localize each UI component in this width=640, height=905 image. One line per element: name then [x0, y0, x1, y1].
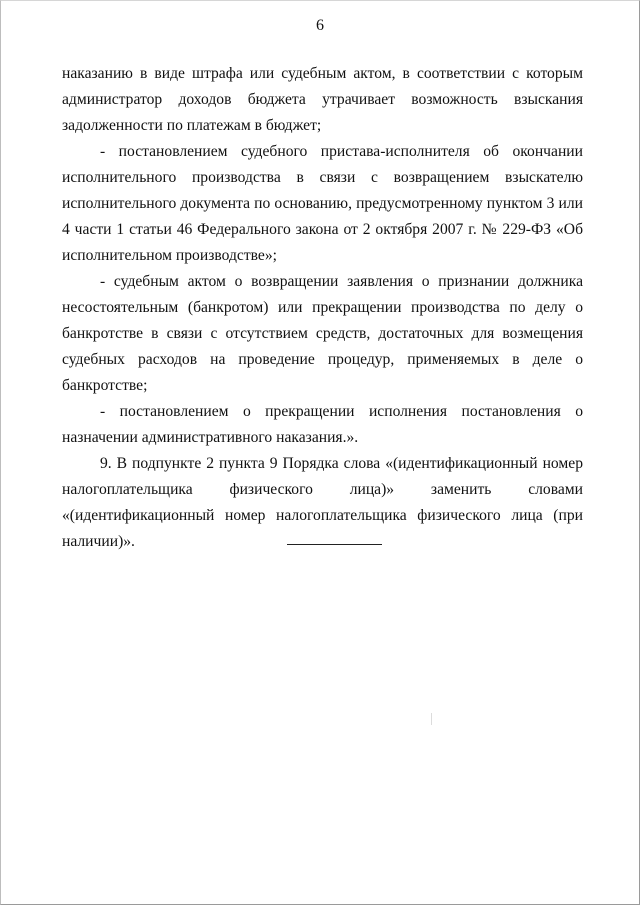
page-number: 6 — [316, 17, 324, 34]
paragraph-item-9: 9. В подпункте 2 пункта 9 Порядка слова «(идентификационный номер налогоплательщика физического лица)» заменить словами «(идентификационный номер налогоплательщика физического лица (при наличии)». — [62, 455, 583, 550]
end-separator-line — [287, 544, 382, 545]
paragraph-termination-resolution: - постановлением о прекращении исполнения постановления о назначении административного наказания.». — [62, 403, 583, 446]
paragraph-bailiff-resolution: - постановлением судебного пристава-исполнителя об окончании исполнительного производства в связи с возвращением взыскателю исполнительного документа по основанию, предусмотренному пунктом 3 или 4 части 1 статьи 46 Федерального закона от 2 октября 2007 г. № 229-ФЗ «Об исполнительном производстве»; — [62, 143, 583, 264]
document-body — [62, 61, 583, 555]
paragraph-continuation: наказанию в виде штрафа или судебным актом, в соответствии с которым администратор доходов бюджета утрачивает возможность взыскания задолженности по платежам в бюджет; — [62, 65, 583, 134]
paragraph-court-act: - судебным актом о возвращении заявления о признании должника несостоятельным (банкротом) или прекращении производства по делу о банкротстве в связи с отсутствием средств, достаточных для возмещения судебных расходов на проведение процедур, применяемых в деле о банкротстве; — [62, 273, 583, 394]
scan-artifact — [431, 713, 432, 725]
